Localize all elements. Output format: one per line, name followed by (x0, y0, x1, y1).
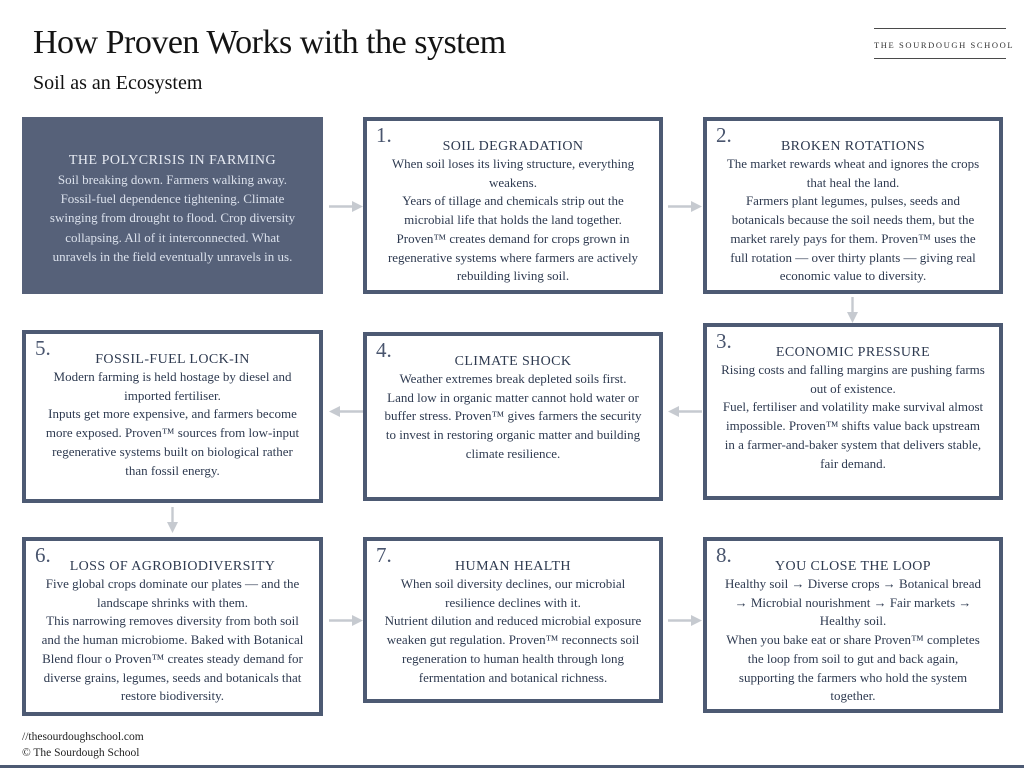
intro-body: Soil breaking down. Farmers walking away. Fossil-fuel dependence tightening. Climate swinging from drought to flood. Crop diversity collapsing. All of it interconnected. What unravels in the field eventually unravels in us. (49, 172, 296, 264)
footer (22, 730, 144, 761)
box-broken-rotations (703, 117, 1003, 294)
box-number: 5. (35, 336, 51, 360)
box-lead: When soil diversity declines, our microbial resilience declines with it. (400, 576, 626, 610)
box-number: 8. (716, 543, 732, 567)
logo-text: THE SOURDOUGH SCHOOL (874, 40, 1015, 50)
box-number: 3. (716, 329, 732, 353)
footer-copyright: © The Sourdough School (22, 746, 140, 759)
box-you-close-the-loop (703, 537, 1003, 713)
box-lead: When soil loses its living structure, everything weakens. (391, 156, 635, 190)
box-economic-pressure (703, 323, 1003, 500)
box-heading: ECONOMIC PRESSURE (775, 345, 931, 360)
box-lead: Weather extremes break depleted soils first. (399, 371, 627, 386)
box-body: Land low in organic matter cannot hold water or buffer stress. Proven™ gives farmers the security to invest in restoring organic matter and building climate resilience. (384, 389, 642, 461)
box-lead: The market rewards wheat and ignores the crops that heal the land. (726, 156, 980, 190)
arrow-right-icon (667, 612, 703, 629)
footer-url: //thesourdoughschool.com (22, 731, 144, 743)
box-climate-shock (363, 332, 663, 501)
box-lead: Modern farming is held hostage by diesel and imported fertiliser. (53, 369, 292, 403)
box-heading: LOSS OF AGROBIODIVERSITY (69, 559, 276, 574)
box-body: Years of tillage and chemicals strip out the microbial life that holds the land together. Proven™ creates demand for crops grown in regenerative systems where farmers are actively rebuilding living soil. (387, 193, 639, 284)
arrow-left-icon (328, 403, 364, 420)
box-lead: Healthy soil → Diverse crops → Botanical bread → Microbial nourishment → Fair markets → Healthy soil. (725, 576, 981, 629)
arrow-down-icon (844, 296, 861, 324)
arrow-right-icon (328, 198, 364, 215)
box-number: 2. (716, 123, 732, 147)
box-number: 4. (376, 338, 392, 362)
polycrisis-intro-box (22, 117, 323, 294)
box-body: Farmers plant legumes, pulses, seeds and botanicals because the soil needs them, but the market rarely pays for them. Proven™ uses the full rotation — over thirty plants — giving real economic value to diversity. (730, 193, 976, 284)
arrow-left-icon (667, 403, 703, 420)
sourdough-school-logo (874, 28, 1015, 59)
box-heading: CLIMATE SHOCK (454, 354, 572, 369)
box-human-health (363, 537, 663, 703)
box-lead: Five global crops dominate our plates — and the landscape shrinks with them. (45, 576, 300, 610)
box-body: Inputs get more expensive, and farmers become more exposed. Proven™ sources from low-input regenerative systems built on biological rather than fossil energy. (45, 406, 300, 478)
intro-heading: THE POLYCRISIS IN FARMING (68, 153, 277, 168)
box-lead: Rising costs and falling margins are pushing farms out of existence. (721, 362, 985, 396)
box-soil-degradation (363, 117, 663, 294)
box-body: Nutrient dilution and reduced microbial exposure weaken gut regulation. Proven™ reconnects soil regeneration to human health through long fermentation and botanical richness. (384, 613, 642, 685)
box-body: When you bake eat or share Proven™ completes the loop from soil to gut and back again, supporting the farmers who hold the system together. (726, 632, 980, 704)
arrow-right-icon (328, 612, 364, 629)
box-number: 6. (35, 543, 51, 567)
box-heading: YOU CLOSE THE LOOP (775, 559, 931, 574)
box-number: 7. (376, 543, 392, 567)
box-body: This narrowing removes diversity from both soil and the human microbiome. Baked with Botanical Blend flour o Proven™ creates steady demand for diverse grains, legumes, seeds and botanicals that restore biodiversity. (41, 613, 304, 704)
box-heading: SOIL DEGRADATION (442, 139, 584, 154)
box-heading: BROKEN ROTATIONS (780, 139, 926, 154)
box-heading: HUMAN HEALTH (455, 559, 571, 574)
box-number: 1. (376, 123, 392, 147)
page-title: How Proven Works with the system (33, 24, 506, 61)
arrow-down-icon (164, 506, 181, 534)
box-heading: FOSSIL-FUEL LOCK-IN (95, 352, 250, 367)
box-body: Fuel, fertiliser and volatility make survival almost impossible. Proven™ shifts value back upstream in a farmer-and-baker system that delivers stable, fair demand. (722, 399, 984, 471)
page-subtitle: Soil as an Ecosystem (33, 72, 203, 94)
arrow-right-icon (667, 198, 703, 215)
box-loss-of-agrobiodiversity (22, 537, 323, 716)
box-fossil-fuel-lock-in (22, 330, 323, 503)
